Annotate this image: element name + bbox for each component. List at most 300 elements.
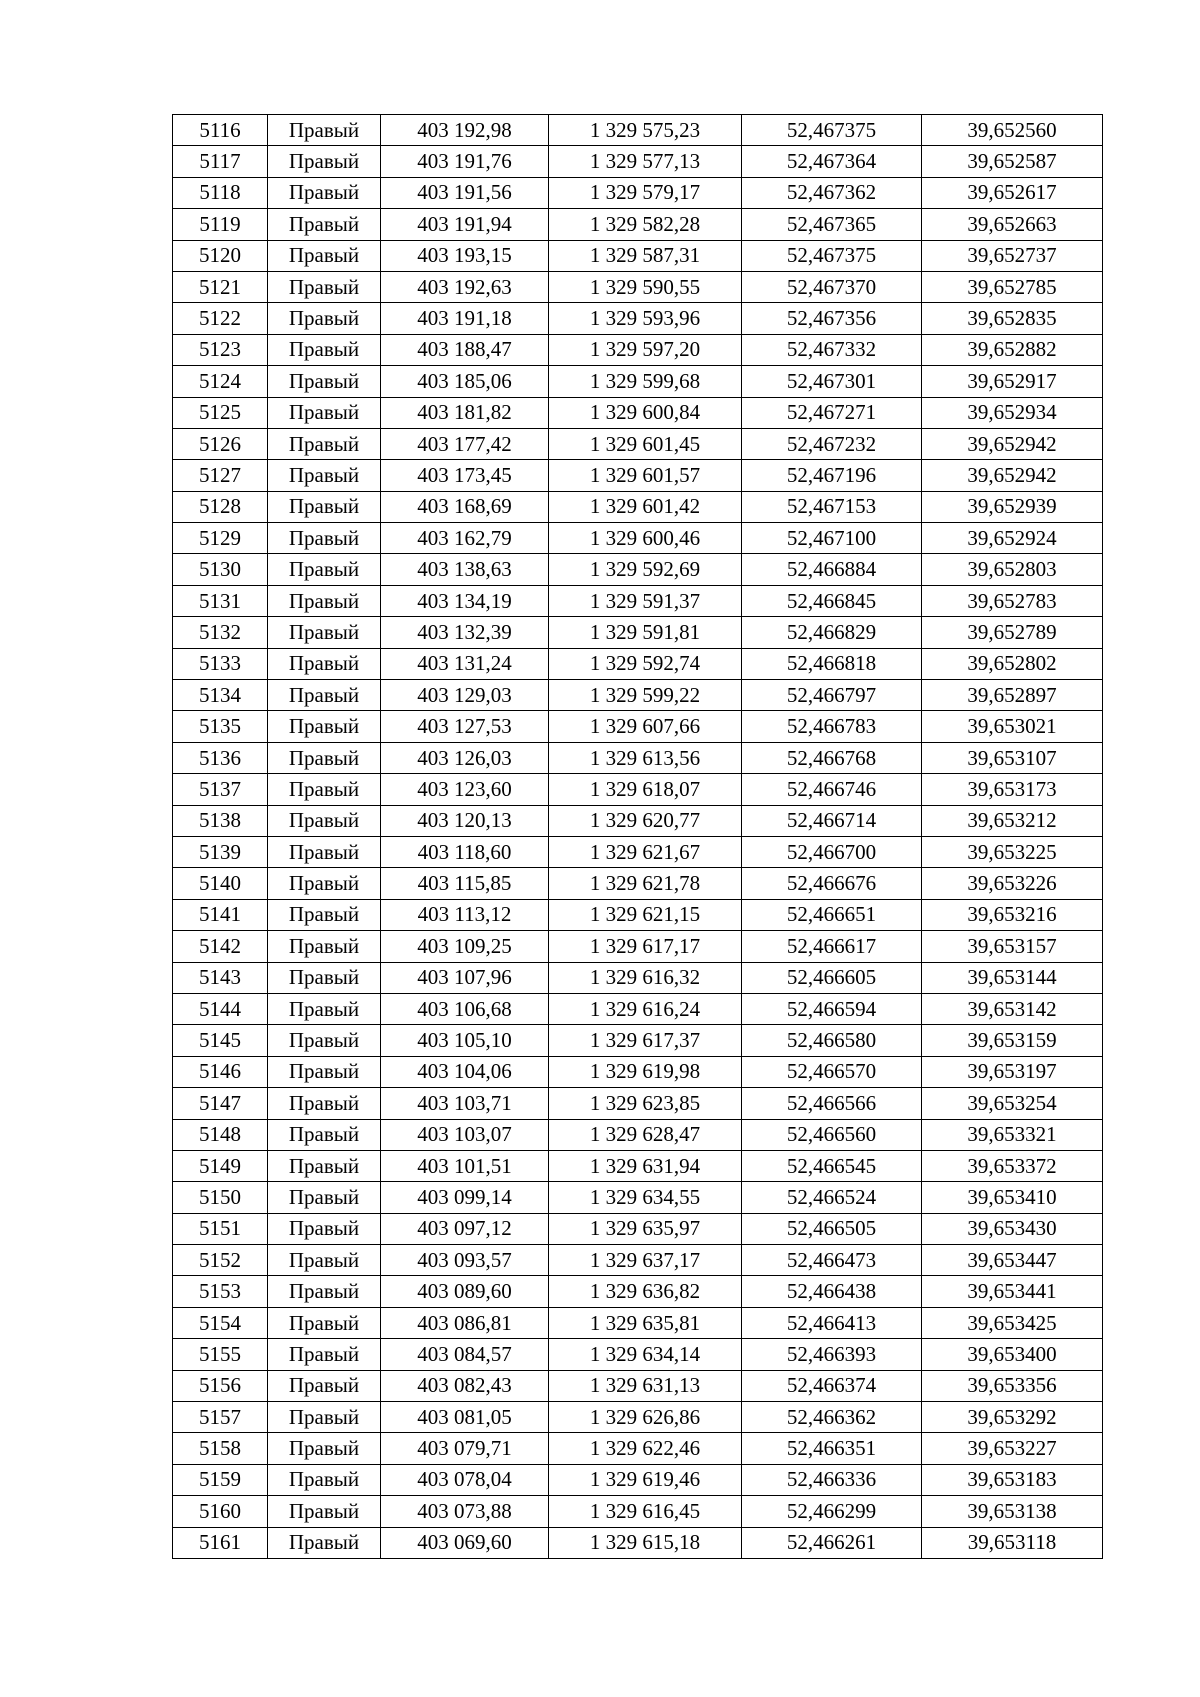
point-number-cell: 5134 (173, 680, 268, 711)
point-number-cell: 5159 (173, 1464, 268, 1495)
y-coordinate-cell: 1 329 622,46 (549, 1433, 742, 1464)
point-number-cell: 5156 (173, 1370, 268, 1401)
longitude-cell: 39,652942 (922, 460, 1103, 491)
longitude-cell: 39,652617 (922, 177, 1103, 208)
longitude-cell: 39,653173 (922, 774, 1103, 805)
side-cell: Правый (268, 899, 381, 930)
table-row (173, 554, 1103, 585)
y-coordinate-cell: 1 329 615,18 (549, 1527, 742, 1558)
point-number-cell: 5137 (173, 774, 268, 805)
x-coordinate-cell: 403 103,71 (381, 1088, 549, 1119)
x-coordinate-cell: 403 191,56 (381, 177, 549, 208)
x-coordinate-cell: 403 113,12 (381, 899, 549, 930)
longitude-cell: 39,653321 (922, 1119, 1103, 1150)
latitude-cell: 52,466714 (742, 805, 922, 836)
longitude-cell: 39,652785 (922, 271, 1103, 302)
y-coordinate-cell: 1 329 597,20 (549, 334, 742, 365)
side-cell: Правый (268, 1339, 381, 1370)
table-row (173, 962, 1103, 993)
latitude-cell: 52,466413 (742, 1307, 922, 1338)
point-number-cell: 5123 (173, 334, 268, 365)
table-row (173, 1245, 1103, 1276)
longitude-cell: 39,652942 (922, 428, 1103, 459)
x-coordinate-cell: 403 131,24 (381, 648, 549, 679)
x-coordinate-cell: 403 079,71 (381, 1433, 549, 1464)
y-coordinate-cell: 1 329 575,23 (549, 115, 742, 146)
y-coordinate-cell: 1 329 616,45 (549, 1496, 742, 1527)
latitude-cell: 52,466545 (742, 1150, 922, 1181)
y-coordinate-cell: 1 329 635,81 (549, 1307, 742, 1338)
table-row (173, 1025, 1103, 1056)
side-cell: Правый (268, 1245, 381, 1276)
y-coordinate-cell: 1 329 593,96 (549, 303, 742, 334)
point-number-cell: 5135 (173, 711, 268, 742)
side-cell: Правый (268, 1527, 381, 1558)
latitude-cell: 52,466261 (742, 1527, 922, 1558)
point-number-cell: 5144 (173, 993, 268, 1024)
table-row (173, 1402, 1103, 1433)
longitude-cell: 39,653138 (922, 1496, 1103, 1527)
table-row (173, 146, 1103, 177)
table-row (173, 1370, 1103, 1401)
latitude-cell: 52,467375 (742, 115, 922, 146)
side-cell: Правый (268, 1213, 381, 1244)
x-coordinate-cell: 403 078,04 (381, 1464, 549, 1495)
point-number-cell: 5118 (173, 177, 268, 208)
side-cell: Правый (268, 585, 381, 616)
table-row (173, 115, 1103, 146)
longitude-cell: 39,653144 (922, 962, 1103, 993)
table-row (173, 1464, 1103, 1495)
latitude-cell: 52,467370 (742, 271, 922, 302)
longitude-cell: 39,652560 (922, 115, 1103, 146)
y-coordinate-cell: 1 329 621,67 (549, 836, 742, 867)
y-coordinate-cell: 1 329 618,07 (549, 774, 742, 805)
latitude-cell: 52,467356 (742, 303, 922, 334)
table-row (173, 836, 1103, 867)
longitude-cell: 39,653400 (922, 1339, 1103, 1370)
longitude-cell: 39,653372 (922, 1150, 1103, 1181)
side-cell: Правый (268, 334, 381, 365)
side-cell: Правый (268, 554, 381, 585)
side-cell: Правый (268, 617, 381, 648)
side-cell: Правый (268, 1150, 381, 1181)
y-coordinate-cell: 1 329 636,82 (549, 1276, 742, 1307)
point-number-cell: 5149 (173, 1150, 268, 1181)
table-row (173, 1150, 1103, 1181)
table-row (173, 523, 1103, 554)
latitude-cell: 52,466580 (742, 1025, 922, 1056)
longitude-cell: 39,653157 (922, 931, 1103, 962)
side-cell: Правый (268, 209, 381, 240)
y-coordinate-cell: 1 329 621,15 (549, 899, 742, 930)
table-row (173, 585, 1103, 616)
point-number-cell: 5153 (173, 1276, 268, 1307)
point-number-cell: 5139 (173, 836, 268, 867)
point-number-cell: 5147 (173, 1088, 268, 1119)
table-row (173, 428, 1103, 459)
table-row (173, 1182, 1103, 1213)
table-row (173, 491, 1103, 522)
y-coordinate-cell: 1 329 637,17 (549, 1245, 742, 1276)
y-coordinate-cell: 1 329 590,55 (549, 271, 742, 302)
longitude-cell: 39,652663 (922, 209, 1103, 240)
y-coordinate-cell: 1 329 607,66 (549, 711, 742, 742)
latitude-cell: 52,466818 (742, 648, 922, 679)
point-number-cell: 5127 (173, 460, 268, 491)
table-row (173, 1433, 1103, 1464)
table-row (173, 240, 1103, 271)
latitude-cell: 52,466362 (742, 1402, 922, 1433)
longitude-cell: 39,652803 (922, 554, 1103, 585)
latitude-cell: 52,466605 (742, 962, 922, 993)
table-row (173, 397, 1103, 428)
x-coordinate-cell: 403 191,94 (381, 209, 549, 240)
x-coordinate-cell: 403 073,88 (381, 1496, 549, 1527)
side-cell: Правый (268, 491, 381, 522)
latitude-cell: 52,466700 (742, 836, 922, 867)
y-coordinate-cell: 1 329 634,14 (549, 1339, 742, 1370)
y-coordinate-cell: 1 329 601,42 (549, 491, 742, 522)
longitude-cell: 39,653226 (922, 868, 1103, 899)
point-number-cell: 5154 (173, 1307, 268, 1338)
latitude-cell: 52,466505 (742, 1213, 922, 1244)
latitude-cell: 52,467153 (742, 491, 922, 522)
table-row (173, 1088, 1103, 1119)
latitude-cell: 52,466524 (742, 1182, 922, 1213)
latitude-cell: 52,467196 (742, 460, 922, 491)
point-number-cell: 5148 (173, 1119, 268, 1150)
side-cell: Правый (268, 1307, 381, 1338)
side-cell: Правый (268, 523, 381, 554)
longitude-cell: 39,652924 (922, 523, 1103, 554)
side-cell: Правый (268, 1025, 381, 1056)
y-coordinate-cell: 1 329 616,32 (549, 962, 742, 993)
side-cell: Правый (268, 460, 381, 491)
latitude-cell: 52,466829 (742, 617, 922, 648)
x-coordinate-cell: 403 193,15 (381, 240, 549, 271)
latitude-cell: 52,466845 (742, 585, 922, 616)
x-coordinate-cell: 403 097,12 (381, 1213, 549, 1244)
x-coordinate-cell: 403 191,76 (381, 146, 549, 177)
point-number-cell: 5151 (173, 1213, 268, 1244)
y-coordinate-cell: 1 329 599,68 (549, 366, 742, 397)
y-coordinate-cell: 1 329 592,69 (549, 554, 742, 585)
x-coordinate-cell: 403 191,18 (381, 303, 549, 334)
latitude-cell: 52,466797 (742, 680, 922, 711)
longitude-cell: 39,653212 (922, 805, 1103, 836)
latitude-cell: 52,467100 (742, 523, 922, 554)
y-coordinate-cell: 1 329 591,81 (549, 617, 742, 648)
y-coordinate-cell: 1 329 635,97 (549, 1213, 742, 1244)
point-number-cell: 5150 (173, 1182, 268, 1213)
longitude-cell: 39,653425 (922, 1307, 1103, 1338)
table-row (173, 1119, 1103, 1150)
point-number-cell: 5130 (173, 554, 268, 585)
side-cell: Правый (268, 366, 381, 397)
y-coordinate-cell: 1 329 619,98 (549, 1056, 742, 1087)
side-cell: Правый (268, 1370, 381, 1401)
x-coordinate-cell: 403 115,85 (381, 868, 549, 899)
point-number-cell: 5157 (173, 1402, 268, 1433)
side-cell: Правый (268, 146, 381, 177)
table-row (173, 931, 1103, 962)
coordinates-table-body (173, 115, 1103, 1559)
longitude-cell: 39,652783 (922, 585, 1103, 616)
longitude-cell: 39,653441 (922, 1276, 1103, 1307)
point-number-cell: 5131 (173, 585, 268, 616)
y-coordinate-cell: 1 329 617,37 (549, 1025, 742, 1056)
latitude-cell: 52,466560 (742, 1119, 922, 1150)
point-number-cell: 5142 (173, 931, 268, 962)
x-coordinate-cell: 403 084,57 (381, 1339, 549, 1370)
y-coordinate-cell: 1 329 599,22 (549, 680, 742, 711)
y-coordinate-cell: 1 329 582,28 (549, 209, 742, 240)
table-row (173, 648, 1103, 679)
table-row (173, 617, 1103, 648)
point-number-cell: 5120 (173, 240, 268, 271)
point-number-cell: 5129 (173, 523, 268, 554)
side-cell: Правый (268, 1402, 381, 1433)
point-number-cell: 5146 (173, 1056, 268, 1087)
side-cell: Правый (268, 711, 381, 742)
table-row (173, 711, 1103, 742)
y-coordinate-cell: 1 329 591,37 (549, 585, 742, 616)
longitude-cell: 39,653197 (922, 1056, 1103, 1087)
table-row (173, 1307, 1103, 1338)
side-cell: Правый (268, 774, 381, 805)
point-number-cell: 5161 (173, 1527, 268, 1558)
point-number-cell: 5132 (173, 617, 268, 648)
longitude-cell: 39,653430 (922, 1213, 1103, 1244)
table-row (173, 1339, 1103, 1370)
point-number-cell: 5122 (173, 303, 268, 334)
y-coordinate-cell: 1 329 601,45 (549, 428, 742, 459)
latitude-cell: 52,467364 (742, 146, 922, 177)
y-coordinate-cell: 1 329 587,31 (549, 240, 742, 271)
y-coordinate-cell: 1 329 600,46 (549, 523, 742, 554)
point-number-cell: 5128 (173, 491, 268, 522)
x-coordinate-cell: 403 188,47 (381, 334, 549, 365)
point-number-cell: 5136 (173, 742, 268, 773)
point-number-cell: 5145 (173, 1025, 268, 1056)
longitude-cell: 39,653216 (922, 899, 1103, 930)
y-coordinate-cell: 1 329 613,56 (549, 742, 742, 773)
x-coordinate-cell: 403 185,06 (381, 366, 549, 397)
latitude-cell: 52,467301 (742, 366, 922, 397)
latitude-cell: 52,467232 (742, 428, 922, 459)
x-coordinate-cell: 403 126,03 (381, 742, 549, 773)
table-row (173, 334, 1103, 365)
x-coordinate-cell: 403 106,68 (381, 993, 549, 1024)
longitude-cell: 39,653183 (922, 1464, 1103, 1495)
x-coordinate-cell: 403 086,81 (381, 1307, 549, 1338)
latitude-cell: 52,466570 (742, 1056, 922, 1087)
latitude-cell: 52,466884 (742, 554, 922, 585)
longitude-cell: 39,652897 (922, 680, 1103, 711)
point-number-cell: 5152 (173, 1245, 268, 1276)
x-coordinate-cell: 403 101,51 (381, 1150, 549, 1181)
x-coordinate-cell: 403 177,42 (381, 428, 549, 459)
side-cell: Правый (268, 931, 381, 962)
latitude-cell: 52,467271 (742, 397, 922, 428)
side-cell: Правый (268, 271, 381, 302)
y-coordinate-cell: 1 329 617,17 (549, 931, 742, 962)
coordinates-table (172, 114, 1103, 1559)
table-row (173, 209, 1103, 240)
side-cell: Правый (268, 680, 381, 711)
point-number-cell: 5121 (173, 271, 268, 302)
latitude-cell: 52,466594 (742, 993, 922, 1024)
point-number-cell: 5160 (173, 1496, 268, 1527)
table-row (173, 460, 1103, 491)
x-coordinate-cell: 403 168,69 (381, 491, 549, 522)
x-coordinate-cell: 403 181,82 (381, 397, 549, 428)
latitude-cell: 52,466393 (742, 1339, 922, 1370)
x-coordinate-cell: 403 103,07 (381, 1119, 549, 1150)
longitude-cell: 39,653447 (922, 1245, 1103, 1276)
x-coordinate-cell: 403 081,05 (381, 1402, 549, 1433)
y-coordinate-cell: 1 329 620,77 (549, 805, 742, 836)
table-row (173, 1056, 1103, 1087)
x-coordinate-cell: 403 109,25 (381, 931, 549, 962)
latitude-cell: 52,467362 (742, 177, 922, 208)
y-coordinate-cell: 1 329 601,57 (549, 460, 742, 491)
longitude-cell: 39,653118 (922, 1527, 1103, 1558)
side-cell: Правый (268, 1433, 381, 1464)
table-row (173, 1213, 1103, 1244)
latitude-cell: 52,466676 (742, 868, 922, 899)
y-coordinate-cell: 1 329 600,84 (549, 397, 742, 428)
longitude-cell: 39,652802 (922, 648, 1103, 679)
table-row (173, 271, 1103, 302)
table-row (173, 177, 1103, 208)
longitude-cell: 39,653356 (922, 1370, 1103, 1401)
point-number-cell: 5140 (173, 868, 268, 899)
y-coordinate-cell: 1 329 631,94 (549, 1150, 742, 1181)
y-coordinate-cell: 1 329 621,78 (549, 868, 742, 899)
point-number-cell: 5138 (173, 805, 268, 836)
point-number-cell: 5116 (173, 115, 268, 146)
x-coordinate-cell: 403 138,63 (381, 554, 549, 585)
x-coordinate-cell: 403 173,45 (381, 460, 549, 491)
point-number-cell: 5143 (173, 962, 268, 993)
x-coordinate-cell: 403 127,53 (381, 711, 549, 742)
table-row (173, 899, 1103, 930)
x-coordinate-cell: 403 107,96 (381, 962, 549, 993)
table-row (173, 1527, 1103, 1558)
latitude-cell: 52,466651 (742, 899, 922, 930)
table-row (173, 1276, 1103, 1307)
y-coordinate-cell: 1 329 619,46 (549, 1464, 742, 1495)
side-cell: Правый (268, 962, 381, 993)
x-coordinate-cell: 403 104,06 (381, 1056, 549, 1087)
x-coordinate-cell: 403 118,60 (381, 836, 549, 867)
table-row (173, 742, 1103, 773)
y-coordinate-cell: 1 329 579,17 (549, 177, 742, 208)
table-row (173, 774, 1103, 805)
latitude-cell: 52,466768 (742, 742, 922, 773)
table-row (173, 805, 1103, 836)
side-cell: Правый (268, 177, 381, 208)
x-coordinate-cell: 403 120,13 (381, 805, 549, 836)
y-coordinate-cell: 1 329 634,55 (549, 1182, 742, 1213)
x-coordinate-cell: 403 192,98 (381, 115, 549, 146)
point-number-cell: 5155 (173, 1339, 268, 1370)
latitude-cell: 52,466473 (742, 1245, 922, 1276)
longitude-cell: 39,652882 (922, 334, 1103, 365)
longitude-cell: 39,653107 (922, 742, 1103, 773)
longitude-cell: 39,652917 (922, 366, 1103, 397)
side-cell: Правый (268, 805, 381, 836)
latitude-cell: 52,466566 (742, 1088, 922, 1119)
longitude-cell: 39,652835 (922, 303, 1103, 334)
table-row (173, 1496, 1103, 1527)
table-row (173, 303, 1103, 334)
latitude-cell: 52,466374 (742, 1370, 922, 1401)
longitude-cell: 39,653159 (922, 1025, 1103, 1056)
x-coordinate-cell: 403 089,60 (381, 1276, 549, 1307)
side-cell: Правый (268, 993, 381, 1024)
side-cell: Правый (268, 1464, 381, 1495)
x-coordinate-cell: 403 123,60 (381, 774, 549, 805)
longitude-cell: 39,653142 (922, 993, 1103, 1024)
x-coordinate-cell: 403 105,10 (381, 1025, 549, 1056)
x-coordinate-cell: 403 069,60 (381, 1527, 549, 1558)
side-cell: Правый (268, 868, 381, 899)
latitude-cell: 52,466783 (742, 711, 922, 742)
y-coordinate-cell: 1 329 631,13 (549, 1370, 742, 1401)
side-cell: Правый (268, 303, 381, 334)
point-number-cell: 5158 (173, 1433, 268, 1464)
latitude-cell: 52,466336 (742, 1464, 922, 1495)
x-coordinate-cell: 403 099,14 (381, 1182, 549, 1213)
longitude-cell: 39,653254 (922, 1088, 1103, 1119)
longitude-cell: 39,653410 (922, 1182, 1103, 1213)
longitude-cell: 39,653292 (922, 1402, 1103, 1433)
table-row (173, 366, 1103, 397)
side-cell: Правый (268, 648, 381, 679)
point-number-cell: 5126 (173, 428, 268, 459)
latitude-cell: 52,466617 (742, 931, 922, 962)
latitude-cell: 52,467332 (742, 334, 922, 365)
longitude-cell: 39,653021 (922, 711, 1103, 742)
x-coordinate-cell: 403 162,79 (381, 523, 549, 554)
side-cell: Правый (268, 1276, 381, 1307)
side-cell: Правый (268, 836, 381, 867)
y-coordinate-cell: 1 329 628,47 (549, 1119, 742, 1150)
y-coordinate-cell: 1 329 616,24 (549, 993, 742, 1024)
latitude-cell: 52,467375 (742, 240, 922, 271)
longitude-cell: 39,652789 (922, 617, 1103, 648)
longitude-cell: 39,652934 (922, 397, 1103, 428)
side-cell: Правый (268, 742, 381, 773)
x-coordinate-cell: 403 192,63 (381, 271, 549, 302)
x-coordinate-cell: 403 132,39 (381, 617, 549, 648)
point-number-cell: 5141 (173, 899, 268, 930)
x-coordinate-cell: 403 129,03 (381, 680, 549, 711)
latitude-cell: 52,466299 (742, 1496, 922, 1527)
side-cell: Правый (268, 1496, 381, 1527)
longitude-cell: 39,653225 (922, 836, 1103, 867)
latitude-cell: 52,466746 (742, 774, 922, 805)
side-cell: Правый (268, 397, 381, 428)
point-number-cell: 5124 (173, 366, 268, 397)
x-coordinate-cell: 403 134,19 (381, 585, 549, 616)
longitude-cell: 39,653227 (922, 1433, 1103, 1464)
side-cell: Правый (268, 1056, 381, 1087)
x-coordinate-cell: 403 082,43 (381, 1370, 549, 1401)
